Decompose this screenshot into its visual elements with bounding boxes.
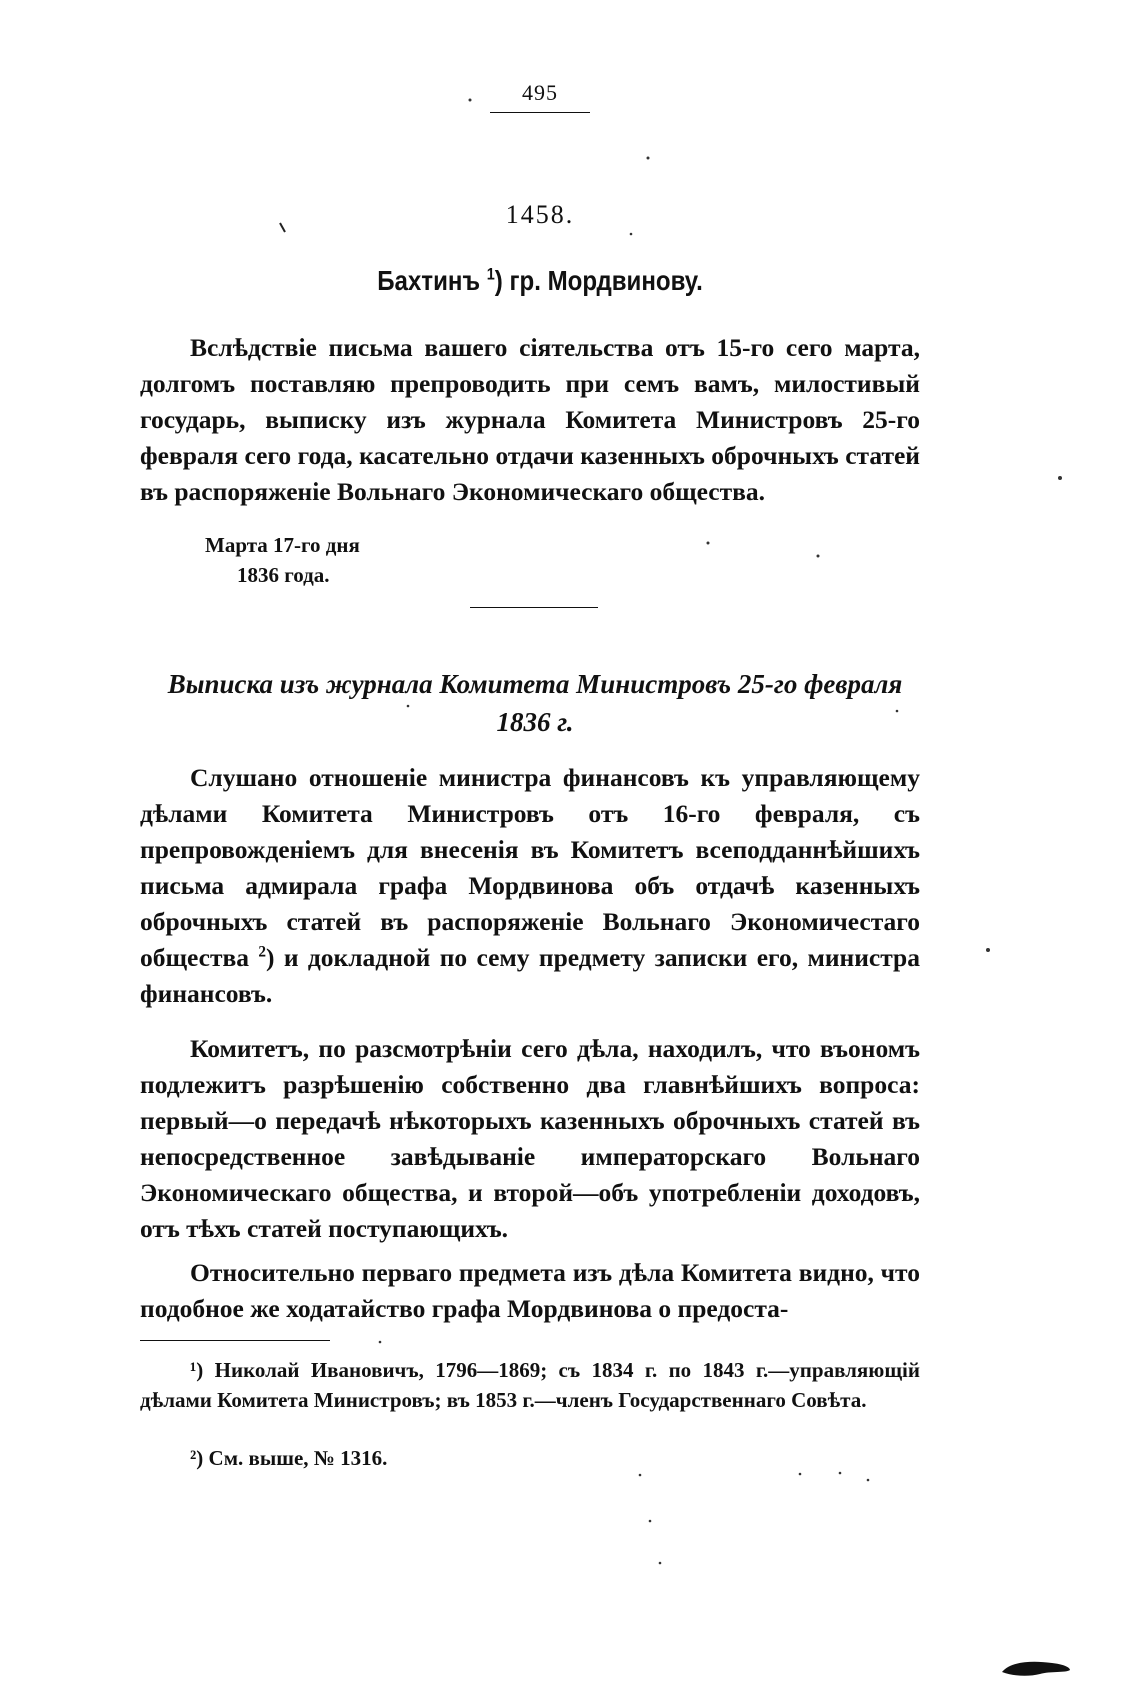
letter-title (291, 265, 790, 297)
letter-body: Вслѣдствіе письма вашего сіятельства отъ 15-го сего марта, долгомъ поставляю препроводить при семъ вамъ, милостивый государь, выписку изъ журнала Комитета Министровъ 25-го февраля сего года, касательно отдачи казенныхъ оброчныхъ статей въ распоряженіе Вольнаго Экономическаго общества. (140, 333, 920, 506)
footnote-2: ²) См. выше, № 1316. (190, 1446, 388, 1470)
footnote-1: ¹) Николай Ивановичъ, 1796—1869; съ 1834 г. по 1843 г.—управляющій дѣлами Комитета Министровъ; въ 1853 г.—членъ Государственнаго Совѣта. (140, 1358, 920, 1412)
footnote-ref-1[interactable]: 1 (486, 264, 495, 284)
extract-paragraph-1 (140, 760, 920, 1012)
extract-p1-text-b: ) и докладной по сему предмету записки его, министра финансовъ. (140, 943, 920, 1008)
letter-date-year: 1836 года. (237, 563, 330, 587)
letter-date (205, 530, 360, 590)
letter-date-day: Марта 17-го дня (205, 533, 360, 557)
letter-title-sender: Бахтинъ (377, 265, 487, 296)
document-number: 1458. (505, 200, 575, 229)
page-number: 495 (490, 80, 590, 113)
letter-title-recipient: ) гр. Мордвинову. (494, 265, 703, 296)
extract-p1-text-a: Слушано отношеніе министра финансовъ къ управляющему дѣлами Комитета Министровъ отъ 16-го февраля, съ препровожденіемъ для внесенія въ Комитетъ всеподданнѣйшихъ письма адмирала графа Мордвинова объ отдачѣ казенныхъ оброчныхъ статей въ распоряженіе Вольнаго Экономичестаго общества (140, 763, 920, 972)
ink-blot-mark (1000, 1658, 1072, 1678)
extract-paragraph-2: Комитетъ, по разсмотрѣніи сего дѣла, находилъ, что въономъ подлежитъ разрѣшенію собственно два главнѣйшихъ вопроса: первый—о передачѣ нѣкоторыхъ казенныхъ оброчныхъ статей въ непосредственное завѣдываніе императорскаго Вольнаго Экономическаго общества, и второй—объ употребленіи доходовъ, отъ тѣхъ статей поступающихъ. (140, 1034, 920, 1243)
extract-title: Выписка изъ журнала Комитета Министровъ 25-го февраля 1836 г. (167, 669, 903, 737)
footnote-ref-2[interactable]: 2 (258, 943, 267, 961)
extract-paragraph-3: Относительно перваго предмета изъ дѣла Комитета видно, что подобное же ходатайство графа Мордвинова о предоста- (140, 1258, 920, 1323)
section-separator (470, 607, 598, 608)
footnote-rule (140, 1340, 330, 1341)
